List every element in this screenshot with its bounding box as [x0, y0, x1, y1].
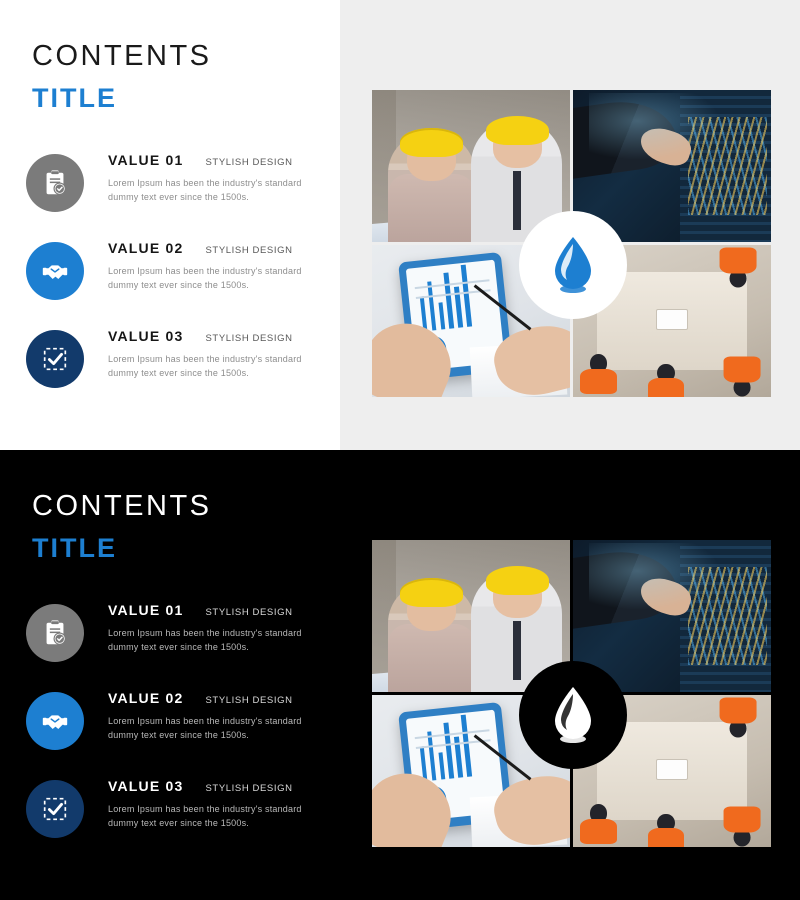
list-item[interactable]: [26, 778, 336, 856]
value-title: VALUE 03: [108, 778, 184, 794]
value-body-02: [108, 240, 328, 292]
value-badge-03: [26, 780, 84, 838]
value-tag: STYLISH DESIGN: [205, 245, 293, 256]
value-title: VALUE 02: [108, 240, 184, 256]
value-description: Lorem Ipsum has been the industry's standard dummy text ever since the 1500s.: [108, 716, 302, 740]
value-title: VALUE 03: [108, 328, 184, 344]
list-item[interactable]: [26, 240, 336, 318]
list-item[interactable]: [26, 602, 336, 680]
value-tag: STYLISH DESIGN: [205, 333, 293, 344]
value-tag: STYLISH DESIGN: [205, 695, 293, 706]
value-badge-01: [26, 604, 84, 662]
slide-light-heading-block: [32, 40, 332, 114]
clipboard-check-icon: [40, 168, 70, 198]
list-item[interactable]: [26, 152, 336, 230]
page-subtitle: TITLE: [32, 533, 117, 563]
value-description: Lorem Ipsum has been the industry's standard dummy text ever since the 1500s.: [108, 178, 302, 202]
list-item[interactable]: [26, 328, 336, 406]
value-title: VALUE 01: [108, 152, 184, 168]
value-list-light: [26, 152, 336, 416]
value-body-03: [108, 328, 328, 380]
page-subtitle: TITLE: [32, 83, 117, 113]
page-title: CONTENTS: [32, 490, 212, 522]
value-description: Lorem Ipsum has been the industry's standard dummy text ever since the 1500s.: [108, 628, 302, 652]
clipboard-check-icon: [40, 618, 70, 648]
slide-dark: [0, 450, 800, 900]
medallion-dark: [519, 661, 627, 769]
value-tag: STYLISH DESIGN: [205, 607, 293, 618]
value-list-dark: [26, 602, 336, 866]
value-description: Lorem Ipsum has been the industry's standard dummy text ever since the 1500s.: [108, 804, 302, 828]
value-body-01: [108, 602, 328, 654]
handshake-icon: [40, 256, 70, 286]
value-title: VALUE 02: [108, 690, 184, 706]
value-tag: STYLISH DESIGN: [205, 783, 293, 794]
checkbox-dashed-icon: [40, 794, 70, 824]
value-body-01: [108, 152, 328, 204]
value-description: Lorem Ipsum has been the industry's standard dummy text ever since the 1500s.: [108, 354, 302, 378]
value-badge-01: [26, 154, 84, 212]
handshake-icon: [40, 706, 70, 736]
slide-dark-heading-block: [32, 490, 332, 564]
value-title: VALUE 01: [108, 602, 184, 618]
photo-engineers: [372, 540, 570, 692]
value-description: Lorem Ipsum has been the industry's standard dummy text ever since the 1500s.: [108, 266, 302, 290]
list-item[interactable]: [26, 690, 336, 768]
photo-engineers: [372, 90, 570, 242]
value-body-03: [108, 778, 328, 830]
medallion-light: [519, 211, 627, 319]
value-badge-02: [26, 692, 84, 750]
water-drop-icon: [545, 684, 601, 746]
checkbox-dashed-icon: [40, 344, 70, 374]
value-body-02: [108, 690, 328, 742]
value-tag: STYLISH DESIGN: [205, 157, 293, 168]
water-drop-icon: [545, 234, 601, 296]
page-title: CONTENTS: [32, 40, 212, 72]
value-badge-03: [26, 330, 84, 388]
value-badge-02: [26, 242, 84, 300]
